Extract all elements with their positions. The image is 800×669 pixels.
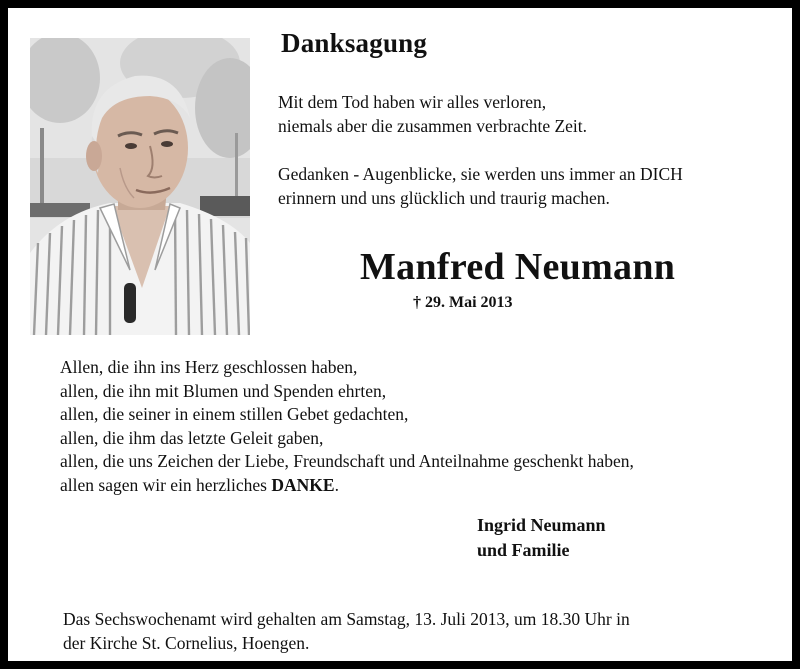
thanks-line: Allen, die ihn ins Herz geschlossen haben,: [60, 357, 358, 377]
intro-line: Gedanken - Augenblicke, sie werden uns immer an DICH: [278, 164, 683, 184]
intro-line: erinnern und uns glücklich und traurig machen.: [278, 188, 610, 208]
thanks-emphasis: DANKE: [271, 474, 335, 495]
thanks-last-prefix: allen sagen wir ein herzliches: [60, 474, 272, 495]
signature: [477, 513, 606, 563]
intro-line: niemals aber die zusammen verbrachte Zeit.: [278, 116, 588, 136]
deceased-name: Manfred Neumann: [360, 246, 676, 288]
portrait-photo: [30, 38, 250, 335]
intro-paragraph-2: [278, 162, 683, 210]
thanks-line: allen, die seiner in einem stillen Gebet gedachten,: [60, 404, 409, 424]
thanks-line: allen, die ihm das letzte Geleit gaben,: [60, 427, 324, 448]
signature-family: und Familie: [477, 540, 570, 560]
notice-line: Das Sechswochenamt wird gehalten am Samstag, 13. Juli 2013, um 18.30 Uhr in: [63, 609, 630, 629]
intro-paragraph-1: [278, 90, 683, 138]
intro-line: Mit dem Tod haben wir alles verloren,: [278, 92, 547, 112]
thanks-line: allen, die ihn mit Blumen und Spenden ehrten,: [60, 380, 387, 401]
thanks-last-suffix: .: [334, 474, 339, 495]
thanks-last-line: [60, 474, 634, 498]
portrait-illustration: [30, 38, 250, 335]
thanks-line: allen, die uns Zeichen der Liebe, Freundschaft und Anteilnahme geschenkt haben,: [60, 451, 634, 471]
death-date: † 29. Mai 2013: [413, 294, 513, 311]
notice-line: der Kirche St. Cornelius, Hoengen.: [63, 633, 310, 653]
thanks-text: [60, 356, 634, 497]
signature-name: Ingrid Neumann: [477, 515, 606, 535]
obituary-card: [8, 8, 792, 661]
intro-text: [278, 90, 683, 234]
heading-title: Danksagung: [281, 28, 428, 58]
mass-notice: [63, 607, 630, 655]
